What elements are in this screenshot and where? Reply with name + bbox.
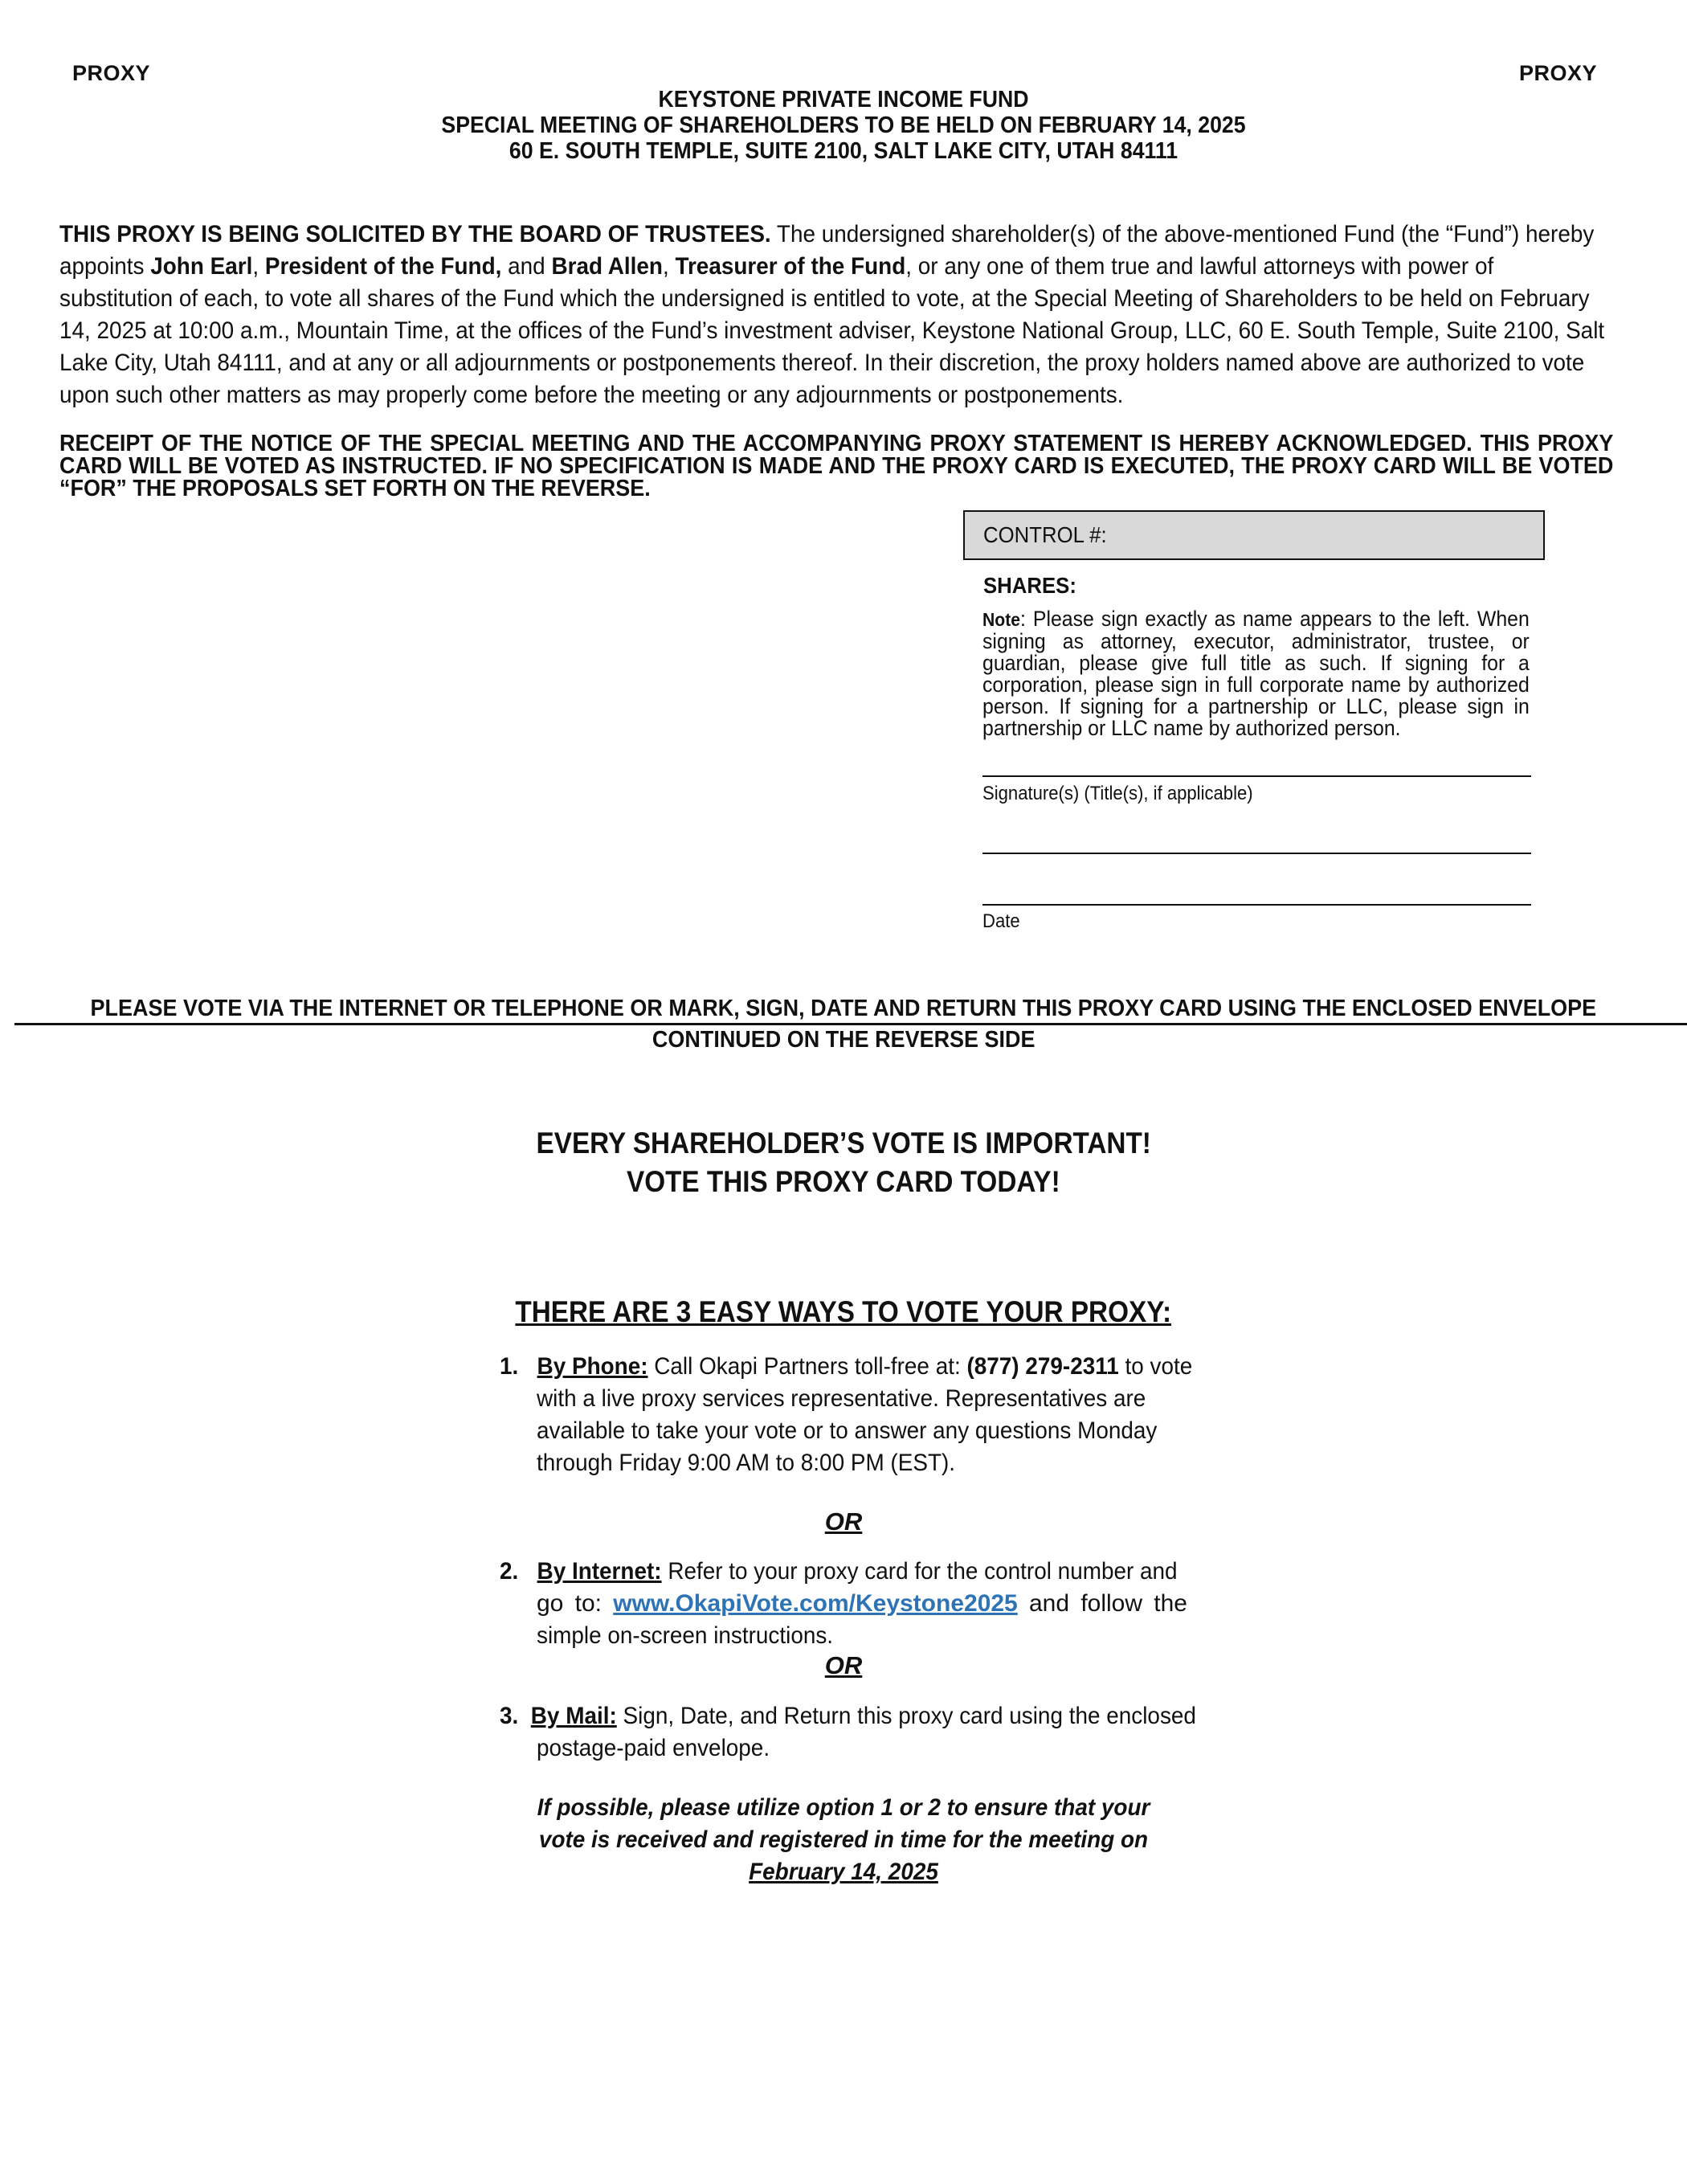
vote-url-link[interactable]: www.OkapiVote.com/Keystone2025	[613, 1590, 1018, 1617]
mail-text: Sign, Date, and Return this proxy card using the enclosed	[616, 1703, 1196, 1729]
ways-heading	[0, 1295, 1687, 1329]
word-follow: follow	[1080, 1590, 1143, 1617]
phone-text: Call Okapi Partners toll-free at:	[647, 1353, 967, 1380]
option-phone-line-1	[500, 1351, 1192, 1383]
note-text: : Please sign exactly as name appears to the left. When signing as attorney, executor, administrator, trustee, or guardian, please give full title as such. If signing for a corporation, please sign in full corporate name by authorized person. If signing for a partnership or LLC, please sign in partnership or LLC name by authorized person.	[982, 607, 1530, 740]
signature-label: Signature(s) (Title(s), if applicable)	[982, 783, 1253, 804]
solicitation-lead: THIS PROXY IS BEING SOLICITED BY THE BOARD OF TRUSTEES.	[59, 221, 771, 247]
mail-label: By Mail:	[530, 1703, 617, 1729]
appointee-name-2: Brad Allen	[551, 253, 663, 280]
solicitation-text: The undersigned shareholder(s) of the above-mentioned Fund (the “Fund”) hereby appoints	[59, 221, 1595, 280]
word-to: to:	[574, 1590, 602, 1617]
meeting-date: February 14, 2025	[749, 1859, 938, 1885]
continued-text: CONTINUED ON THE REVERSE SIDE	[652, 1027, 1035, 1053]
internet-text: Refer to your proxy card for the control number and	[661, 1558, 1178, 1585]
phone-number[interactable]: (877) 279-2311	[966, 1353, 1119, 1380]
vote-instruction-text: PLEASE VOTE VIA THE INTERNET OR TELEPHONE OR MARK, SIGN, DATE AND RETURN THIS PROXY CARD USING THE ENCLOSED ENVELOPE	[90, 996, 1597, 1021]
option-number: 1.	[500, 1353, 519, 1380]
solicitation-paragraph	[59, 219, 1610, 411]
signature-line-2[interactable]	[982, 853, 1531, 854]
date-line[interactable]	[982, 904, 1531, 906]
meeting-address: 60 E. SOUTH TEMPLE, SUITE 2100, SALT LAKE CITY, UTAH 84111	[509, 138, 1178, 164]
option-mail-line-1	[500, 1700, 1196, 1732]
or-separator-1: OR	[824, 1507, 863, 1536]
vote-instruction	[0, 996, 1687, 1022]
phone-text-end: to vote	[1118, 1353, 1193, 1380]
phone-label: By Phone:	[537, 1353, 648, 1380]
appointee-name-1: John Earl	[150, 253, 253, 280]
shares-label: SHARES:	[983, 573, 1076, 598]
option-phone-line-3: available to take your vote or to answer any questions Monday	[537, 1417, 1158, 1444]
proxy-label-right: PROXY	[1518, 61, 1597, 85]
appointee-title-2: Treasurer of the Fund	[675, 253, 906, 280]
separator: ,	[252, 253, 265, 280]
signing-note	[982, 608, 1530, 739]
continued-notice	[0, 1027, 1687, 1053]
preferred-option-note	[0, 1792, 1687, 1888]
preferred-note-line-1: If possible, please utilize option 1 or 2 to ensure that your	[537, 1794, 1150, 1821]
option-number: 2.	[500, 1558, 519, 1585]
note-label: Note	[982, 609, 1021, 630]
preferred-note-line-2: vote is received and registered in time for the meeting on	[538, 1826, 1149, 1853]
fund-name: KEYSTONE PRIVATE INCOME FUND	[658, 87, 1029, 112]
separator: ,	[662, 253, 676, 280]
signature-line[interactable]	[982, 775, 1531, 777]
important-line-2	[0, 1165, 1687, 1199]
important-text-2: VOTE THIS PROXY CARD TODAY!	[627, 1165, 1060, 1198]
word-and: and	[1029, 1590, 1070, 1617]
option-internet-line-2	[537, 1588, 1187, 1620]
tear-divider	[14, 1023, 1687, 1025]
option-mail-line-2: postage-paid envelope.	[537, 1735, 770, 1761]
option-internet-line-3: simple on-screen instructions.	[537, 1622, 834, 1649]
receipt-acknowledgement: RECEIPT OF THE NOTICE OF THE SPECIAL MEETING AND THE ACCOMPANYING PROXY STATEMENT IS HEREBY ACKNOWLEDGED. THIS PROXY CARD WILL BE VOTED AS INSTRUCTED. IF NO SPECIFICATION IS MADE AND THE PROXY CARD IS EXECUTED, THE PROXY CARD WILL BE VOTED “FOR” THE PROPOSALS SET FORTH ON THE REVERSE.	[59, 431, 1614, 501]
solicitation-text-continued: , or any one of them true and lawful attorneys with power of substitution of each, to vote all shares of the Fund which the undersigned is entitled to vote, at the Special Meeting of Shareholders to be held on February 14, 2025 at 10:00 a.m., Mountain Time, at the offices of the Fund’s investment adviser, Keystone National Group, LLC, 60 E. South Temple, Suite 2100, Salt Lake City, Utah 84111, and at any or all adjournments or postponements thereof. In their discretion, the proxy holders named above are authorized to vote upon such other matters as may properly come before the meeting or any adjournments or postponements.	[59, 253, 1605, 408]
proxy-label-left: PROXY	[72, 61, 151, 85]
word-go: go	[537, 1590, 564, 1617]
option-phone-line-2: with a live proxy services representative. Representatives are	[537, 1385, 1146, 1412]
conjunction: and	[501, 253, 552, 280]
important-line-1	[0, 1127, 1687, 1160]
meeting-title: SPECIAL MEETING OF SHAREHOLDERS TO BE HELD ON FEBRUARY 14, 2025	[441, 112, 1246, 138]
document-header	[0, 87, 1687, 164]
word-the: the	[1154, 1590, 1187, 1617]
date-label: Date	[982, 910, 1020, 932]
option-phone-line-4: through Friday 9:00 AM to 8:00 PM (EST).	[537, 1450, 956, 1476]
appointee-title-1: President of the Fund,	[264, 253, 502, 280]
internet-label: By Internet:	[537, 1558, 662, 1585]
option-internet-line-1	[500, 1556, 1178, 1588]
or-separator-2: OR	[824, 1651, 863, 1679]
option-number: 3.	[500, 1703, 519, 1729]
ways-heading-text: THERE ARE 3 EASY WAYS TO VOTE YOUR PROXY:	[515, 1295, 1172, 1328]
important-text-1: EVERY SHAREHOLDER’S VOTE IS IMPORTANT!	[536, 1127, 1151, 1159]
control-number-label: CONTROL #:	[983, 522, 1107, 547]
